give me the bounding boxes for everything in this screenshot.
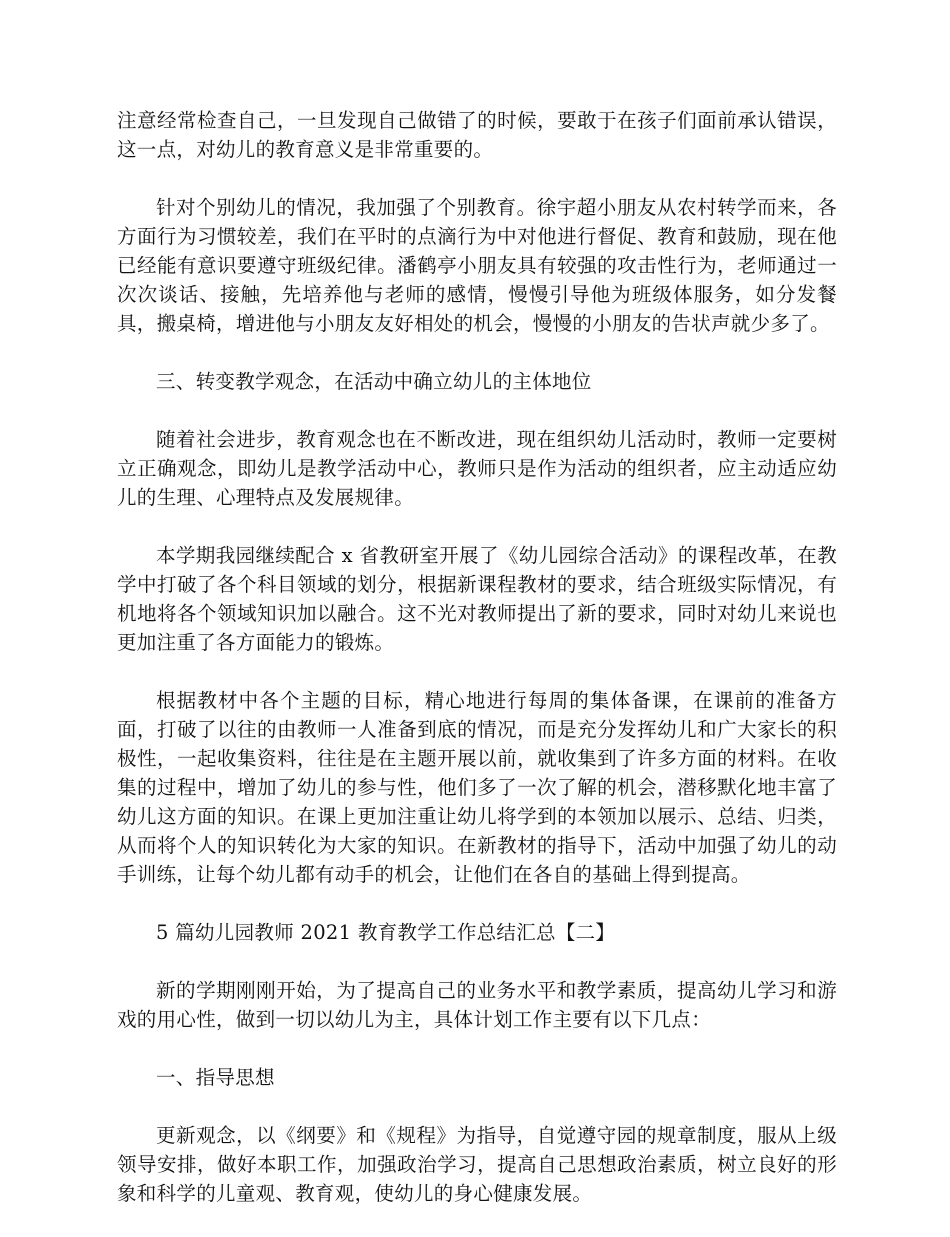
paragraph-curriculum-reform: 本学期我园继续配合 x 省教研室开展了《幼儿园综合活动》的课程改革，在教学中打破了各个科目领域的划分，根据新课程教材的要求，结合班级实际情况，有机地将各个领域知识加以融合。这不光对教师提出了新的要求，同时对幼儿来说也更加注重了各方面能力的锻炼。 — [117, 544, 837, 654]
paragraph-education-concept: 随着社会进步，教育观念也在不断改进，现在组织幼儿活动时，教师一定要树立正确观念，即幼儿是教学活动中心，教师只是作为活动的组织者，应主动适应幼儿的生理、心理特点及发展规律。 — [117, 428, 837, 509]
paragraph-guiding-thought: 更新观念，以《纲要》和《规程》为指导，自觉遵守园的规章制度，服从上级领导安排，做好本职工作，加强政治学习，提高自己思想政治素质，树立良好的形象和科学的儿童观、教育观，使幼儿的身心健康发展。 — [117, 1124, 837, 1205]
paragraph-continuation: 注意经常检查自己，一旦发现自己做错了的时候，要敢于在孩子们面前承认错误，这一点，对幼儿的教育意义是非常重要的。 — [117, 109, 837, 161]
document-subtitle-part-2: 5 篇幼儿园教师 2021 教育教学工作总结汇总【二】 — [156, 921, 616, 944]
section-heading-3: 三、转变教学观念，在活动中确立幼儿的主体地位 — [156, 370, 592, 393]
paragraph-lesson-preparation: 根据教材中各个主题的目标，精心地进行每周的集体备课，在课前的准备方面，打破了以往的由教师一人准备到底的情况，而是充分发挥幼儿和广大家长的积极性，一起收集资料，往往是在主题开展以前，就收集到了许多方面的材料。在收集的过程中，增加了幼儿的参与性，他们多了一次了解的机会，潜移默化地丰富了幼儿这方面的知识。在课上更加注重让幼儿将学到的本领加以展示、总结、归类，从而将个人的知识转化为大家的知识。在新教材的指导下，活动中加强了幼儿的动手训练，让每个幼儿都有动手的机会，让他们在各自的基础上得到提高。 — [117, 689, 837, 886]
paragraph-new-semester: 新的学期刚刚开始，为了提高自己的业务水平和教学素质，提高幼儿学习和游戏的用心性，做到一切以幼儿为主，具体计划工作主要有以下几点： — [117, 979, 837, 1031]
section-heading-1: 一、指导思想 — [156, 1066, 275, 1089]
document-page — [117, 106, 837, 1237]
paragraph-individual-education: 针对个别幼儿的情况，我加强了个别教育。徐宇超小朋友从农村转学而来，各方面行为习惯较差，我们在平时的点滴行为中对他进行督促、教育和鼓励，现在他已经能有意识要遵守班级纪律。潘鹤亭小朋友具有较强的攻击性行为，老师通过一次次谈话、接触，先培养他与老师的感情，慢慢引导他为班级体服务，如分发餐具，搬桌椅，增进他与小朋友友好相处的机会，慢慢的小朋友的告状声就少多了。 — [117, 196, 837, 335]
